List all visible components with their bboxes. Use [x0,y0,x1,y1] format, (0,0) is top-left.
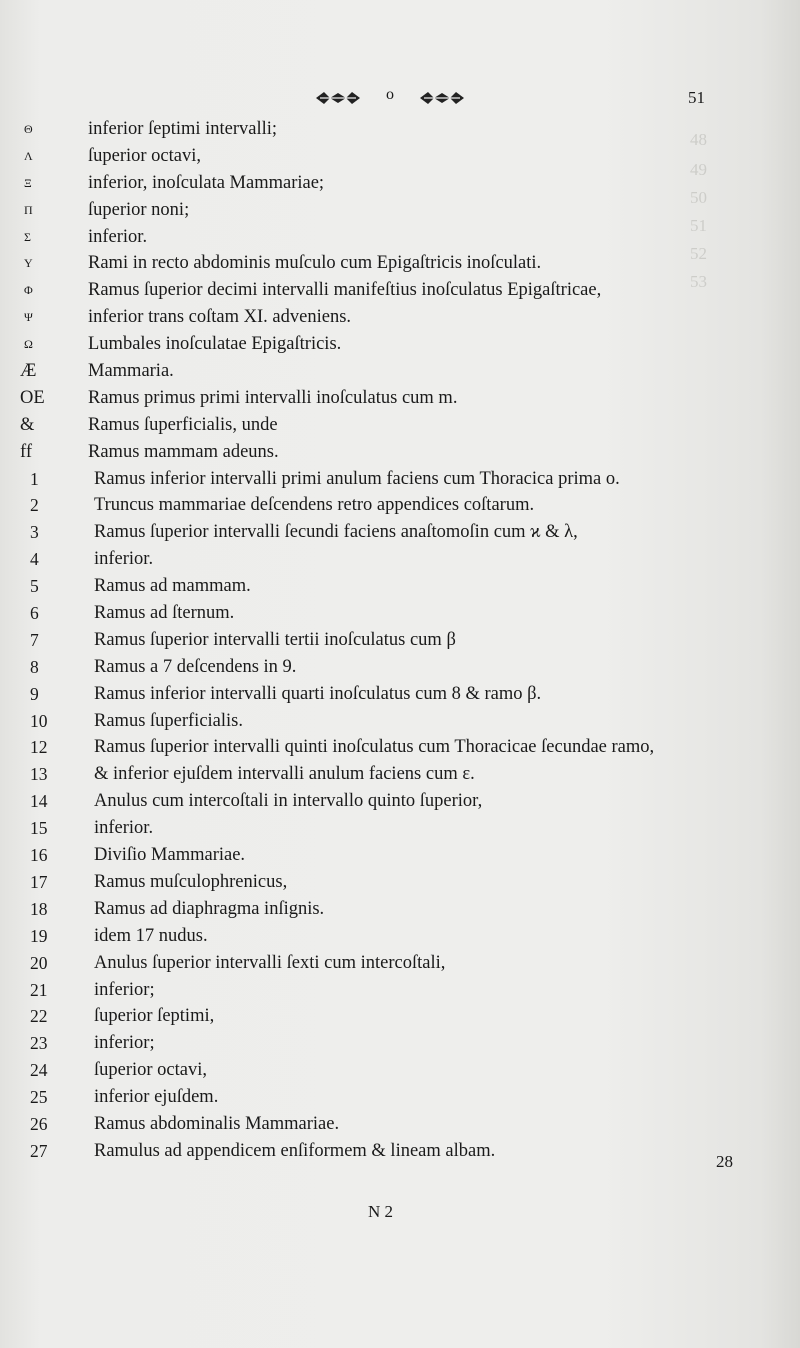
legend-text: Ramus ſuperior intervalli quinti inoſculatus cum Thoracicae ſecundae ramo, [94,737,655,758]
legend-text: Ramus mammam adeuns. [88,441,279,462]
legend-key: 10 [30,710,48,731]
legend-text: Ramulus ad appendicem enſiformem & lineam albam. [94,1140,496,1161]
bleed-through: 51 [690,216,707,235]
legend-text: Ramus ad diaphragma inſignis. [94,898,325,919]
legend-text: ſuperior noni; [88,199,190,220]
legend-text: idem 17 nudus. [94,925,208,946]
legend-key: 2 [30,495,39,516]
legend-row [20,224,720,251]
legend-key: 13 [30,764,48,785]
legend-key: 18 [30,898,48,919]
legend-key: 12 [30,737,48,758]
legend-key: 7 [30,629,39,650]
legend-row [20,842,720,869]
legend-text: inferior ſeptimi intervalli; [88,119,278,139]
header-separator: o [386,86,394,103]
legend-row [20,1111,720,1138]
legend-text: Mammaria. [88,361,174,382]
legend-text: Anulus cum intercoſtali in intervallo quinto ſuperior, [94,791,483,812]
legend-row [20,1030,720,1057]
legend-text: inferior; [94,1033,155,1054]
legend-row [20,815,720,842]
legend-text: Ramus a 7 deſcendens in 9. [94,656,297,677]
signature-mark: N 2 [368,1202,394,1221]
legend-row [20,385,720,412]
legend-text: Ramus ad mammam. [94,576,251,597]
legend-row [20,761,720,788]
legend-text: Diviſio Mammariae. [94,845,246,866]
legend-text: ſuperior octavi, [88,145,202,166]
legend-text: Truncus mammariae deſcendens retro appendices coſtarum. [94,495,535,516]
legend-key: Φ [24,283,33,298]
bleed-through: 50 [690,188,707,207]
legend-key: 17 [30,871,48,892]
legend-list [20,116,720,1165]
legend-key: 21 [30,979,48,1000]
legend-row [20,654,720,681]
legend-text: ſuperior ſeptimi, [94,1006,215,1027]
legend-key: Σ [24,229,31,244]
legend-key: 19 [30,925,48,946]
legend-row [20,412,720,439]
legend-row [20,304,720,331]
legend-key: Π [24,202,33,217]
legend-row [20,170,720,197]
legend-key: & [20,414,35,435]
legend-key: 6 [30,603,39,624]
legend-key: Υ [24,256,33,271]
legend-row [20,788,720,815]
legend-row [20,439,720,466]
legend-row [20,734,720,761]
legend-key: 9 [30,683,39,704]
legend-key: 3 [30,522,39,543]
legend-row [20,492,720,519]
printer-ornament-icon [314,90,362,106]
legend-row [20,197,720,224]
legend-row [20,681,720,708]
legend-row [20,546,720,573]
legend-row [20,950,720,977]
printer-ornament-icon [418,90,466,106]
legend-text: Lumbales inoſculatae Epigaſtricis. [88,334,342,355]
legend-row [20,331,720,358]
legend-text: inferior. [94,818,154,839]
legend-text: Ramus primus primi intervalli inoſculatus cum m. [88,387,458,408]
legend-key: 25 [30,1087,48,1108]
legend-key: 23 [30,1033,48,1054]
legend-key: 8 [30,656,39,677]
legend-key: Θ [24,122,33,136]
legend-text: Rami in recto abdominis muſculo cum Epigaſtricis inoſculati. [88,253,542,274]
legend-key: ff [20,441,32,462]
legend-row [20,573,720,600]
legend-key: Ω [24,337,33,352]
legend-row [20,627,720,654]
legend-text: Ramus inferior intervalli primi anulum faciens cum Thoracica prima o. [94,468,620,489]
legend-text: Ramus ſuperficialis. [94,710,243,731]
legend-text: inferior. [88,226,148,247]
legend-text: ſuperior octavi, [94,1060,208,1081]
legend-key: 1 [30,468,39,489]
legend-row [20,896,720,923]
bleed-through: 52 [690,244,707,263]
legend-row [20,358,720,385]
legend-key: 15 [30,818,48,839]
legend-row [20,923,720,950]
legend-text: Ramus muſculophrenicus, [94,871,288,892]
legend-key: 22 [30,1006,48,1027]
legend-key: 4 [30,549,39,570]
legend-key: Ψ [24,310,33,325]
legend-row [20,1003,720,1030]
catchword: 28 [716,1152,733,1171]
legend-text: inferior ejuſdem. [94,1087,219,1108]
legend-row [20,466,720,493]
legend-text: inferior trans coſtam XI. adveniens. [88,307,352,328]
bleed-through: 49 [690,160,707,179]
legend-text: Anulus ſuperior intervalli ſexti cum intercoſtali, [94,952,446,973]
legend-key: 24 [30,1060,48,1081]
legend-text: Ramus inferior intervalli quarti inoſculatus cum 8 & ramo β. [94,683,542,704]
bleed-through: 53 [690,272,707,291]
legend-text: inferior; [94,979,155,1000]
legend-text: Ramus ſuperficialis, unde [88,414,278,435]
legend-key: Æ [20,361,37,382]
legend-key: OE [20,387,45,408]
legend-key: Λ [24,148,33,163]
legend-row [20,600,720,627]
legend-key: 27 [30,1140,48,1161]
legend-row [20,977,720,1004]
page-number: 51 [688,88,705,107]
legend-text: inferior. [94,549,154,570]
legend-text: & inferior ejuſdem intervalli anulum faciens cum ε. [94,764,475,785]
legend-text: inferior, inoſculata Mammariae; [88,172,325,193]
legend-row [20,708,720,735]
legend-key: 14 [30,791,48,812]
page-header [0,86,800,114]
legend-text: Ramus ſuperior intervalli tertii inoſculatus cum β [94,629,456,650]
legend-row [20,1138,720,1165]
legend-row [20,143,720,170]
legend-text: Ramus ſuperior decimi intervalli manifeſtius inoſculatus Epigaſtricae, [88,280,602,301]
legend-row [20,1057,720,1084]
legend-key: Ξ [24,175,32,190]
legend-row [20,116,720,143]
legend-text: Ramus ad ſternum. [94,603,235,624]
legend-row [20,519,720,546]
legend-key: 20 [30,952,48,973]
legend-row [20,869,720,896]
legend-text: Ramus ſuperior intervalli ſecundi faciens anaſtomoſin cum ϰ & λ, [94,522,578,543]
legend-row [20,1084,720,1111]
legend-key: 5 [30,576,39,597]
legend-text: Ramus abdominalis Mammariae. [94,1113,340,1134]
legend-row [20,250,720,277]
bleed-through: 48 [690,130,707,149]
legend-key: 26 [30,1113,48,1134]
legend-row [20,277,720,304]
legend-key: 16 [30,845,48,866]
